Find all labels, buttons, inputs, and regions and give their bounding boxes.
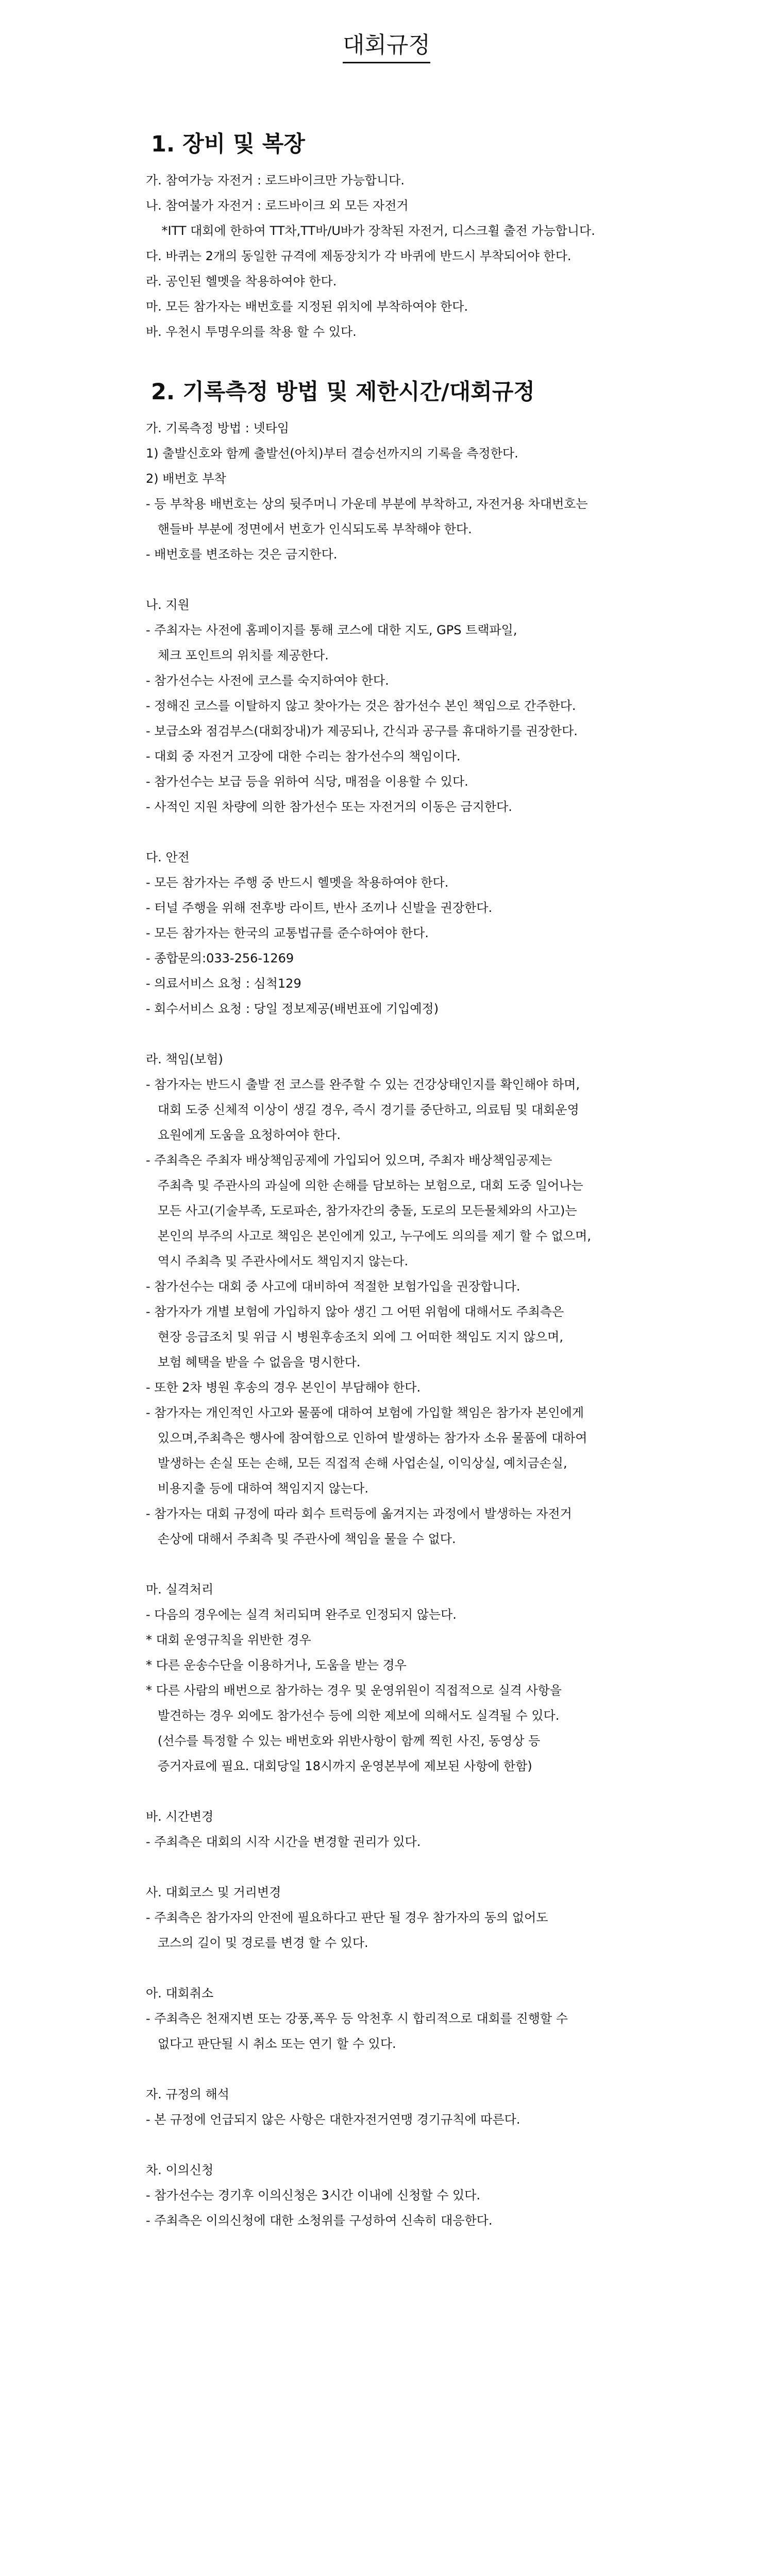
rule-line: - 모든 참가자는 한국의 교통법규를 준수하여야 한다.	[146, 926, 429, 940]
rule-line: 현장 응급조치 및 위급 시 병원후송조치 외에 그 어떠한 책임도 지지 않으며,	[146, 1330, 563, 1344]
rule-line: * 다른 사람의 배번으로 참가하는 경우 및 운영위원이 직접적으로 실격 사항을	[146, 1683, 562, 1698]
rule-line: - 다음의 경우에는 실격 처리되며 완주로 인정되지 않는다.	[146, 1607, 457, 1622]
rule-line: 다. 안전	[146, 850, 190, 865]
rule-line: 아. 대회취소	[146, 1986, 214, 2001]
rule-line: 역시 주최측 및 주관사에서도 책임지지 않는다.	[146, 1254, 409, 1268]
rule-line: * 다른 운송수단을 이용하거나, 도움을 받는 경우	[146, 1658, 407, 1672]
rule-line: 사. 대회코스 및 거리변경	[146, 1885, 281, 1900]
rule-line: 비용지출 등에 대하여 책임지지 않는다.	[146, 1481, 368, 1496]
rule-line: - 보급소와 점검부스(대회장내)가 제공되나, 간식과 공구를 휴대하기를 권장한다.	[146, 724, 578, 738]
rule-line: - 종합문의:033-256-1269	[146, 951, 294, 965]
rule-line: 체크 포인트의 위치를 제공한다.	[146, 648, 329, 663]
rule-line: (선수를 특정할 수 있는 배번호와 위반사항이 함께 찍힌 사진, 동영상 등	[146, 1734, 541, 1748]
section-title: 2. 기록측정 방법 및 제한시간/대회규정	[151, 379, 535, 405]
rule-line: - 회수서비스 요청 : 당일 정보제공(배번표에 기입예정)	[146, 1002, 439, 1016]
rule-line: - 주최측은 주최자 배상책임공제에 가입되어 있으며, 주최자 배상책임공제는	[146, 1153, 552, 1167]
rule-line: - 등 부착용 배번호는 상의 뒷주머니 가운데 부분에 부착하고, 자전거용 차대번호는	[146, 497, 588, 511]
rule-line: - 사적인 지원 차량에 의한 참가선수 또는 자전거의 이동은 금지한다.	[146, 800, 512, 814]
rule-line: 라. 책임(보험)	[146, 1052, 223, 1066]
rule-line: 바. 시간변경	[146, 1809, 214, 1824]
spacer	[146, 1552, 764, 1577]
rules-content	[146, 129, 764, 2233]
rule-line: *ITT 대회에 한하여 TT차,TT바/U바가 장착된 자전거, 디스크휠 출전 가능합니다.	[146, 224, 595, 238]
rule-line: - 참가선수는 경기후 이의신청은 3시간 이내에 신청할 수 있다.	[146, 2188, 481, 2202]
rule-line: 1) 출발신호와 함께 출발선(아치)부터 결승선까지의 기록을 측정한다.	[146, 446, 518, 461]
rule-line: 코스의 길이 및 경로를 변경 할 수 있다.	[146, 1936, 368, 1950]
spacer	[146, 1956, 764, 1981]
rule-line: - 참가선수는 대회 중 사고에 대비하여 적절한 보험가입을 권장합니다.	[146, 1279, 520, 1294]
rule-line: - 모든 참가자는 주행 중 반드시 헬멧을 착용하여야 한다.	[146, 875, 449, 890]
spacer	[146, 1779, 764, 1804]
rules-section	[146, 129, 764, 345]
page-title	[0, 31, 773, 63]
rule-line: 가. 참여가능 자전거 : 로드바이크만 가능합니다.	[146, 173, 405, 188]
rule-line: 차. 이의신청	[146, 2163, 214, 2177]
rule-line: 본인의 부주의 사고로 책임은 본인에게 있고, 누구에도 의의를 제기 할 수 없으며,	[146, 1229, 591, 1243]
rule-line: - 참가선수는 사전에 코스를 숙지하여야 한다.	[146, 673, 389, 688]
rule-line: - 주최자는 사전에 홈페이지를 통해 코스에 대한 지도, GPS 트랙파일,	[146, 623, 517, 637]
rule-line: - 주최측은 이의신청에 대한 소청위를 구성하여 신속히 대응한다.	[146, 2213, 493, 2228]
rule-line: 보험 혜택을 받을 수 없음을 명시한다.	[146, 1355, 361, 1369]
rule-line: 가. 기록측정 방법 : 넷타임	[146, 421, 290, 435]
rule-line: - 정해진 코스를 이탈하지 않고 찾아가는 것은 참가선수 본인 책임으로 간주한다.	[146, 699, 576, 713]
rule-line: 나. 참여불가 자전거 : 로드바이크 외 모든 자전거	[146, 198, 409, 213]
section-title: 1. 장비 및 복장	[151, 131, 305, 157]
rule-line: - 의료서비스 요청 : 심척129	[146, 976, 301, 991]
rule-line: 2) 배번호 부착	[146, 471, 226, 486]
spacer	[146, 1855, 764, 1880]
rule-line: - 배번호를 변조하는 것은 금지한다.	[146, 547, 338, 562]
spacer	[146, 1022, 764, 1047]
rule-line: 마. 실격처리	[146, 1582, 214, 1597]
rule-line: 핸들바 부분에 정면에서 번호가 인식되도록 부착해야 한다.	[146, 522, 472, 536]
rule-line: 나. 지원	[146, 598, 190, 612]
rule-line: - 대회 중 자전거 고장에 대한 수리는 참가선수의 책임이다.	[146, 749, 461, 764]
rule-line: 없다고 판단될 시 취소 또는 연기 할 수 있다.	[146, 2037, 396, 2051]
rule-line: - 참가자는 반드시 출발 전 코스를 완주할 수 있는 건강상태인지를 확인해야 하며,	[146, 1077, 580, 1092]
rule-line: - 참가자는 대회 규정에 따라 회수 트럭등에 옮겨지는 과정에서 발생하는 자전거	[146, 1506, 572, 1521]
rule-line: 바. 우천시 투명우의를 착용 할 수 있다.	[146, 325, 357, 339]
rule-line: 주최측 및 주관사의 과실에 의한 손해를 담보하는 보험으로, 대회 도중 일어나는	[146, 1178, 583, 1193]
rule-line: 마. 모든 참가자는 배번호를 지정된 위치에 부착하여야 한다.	[146, 299, 468, 314]
rule-line: - 또한 2차 병원 후송의 경우 본인이 부담해야 한다.	[146, 1380, 421, 1395]
page-title-text: 대회규정	[343, 31, 430, 63]
rule-line: - 참가자가 개별 보험에 가입하지 않아 생긴 그 어떤 위험에 대해서도 주최측은	[146, 1304, 564, 1319]
rule-line: - 주최측은 대회의 시작 시간을 변경할 권리가 있다.	[146, 1835, 421, 1849]
rule-line: - 주최측은 참가자의 안전에 필요하다고 판단 될 경우 참가자의 동의 없어도	[146, 1910, 548, 1925]
rule-line: 손상에 대해서 주최측 및 주관사에 책임을 물을 수 없다.	[146, 1532, 456, 1546]
rule-line: - 주최측은 천재지변 또는 강풍,폭우 등 악천후 시 합리적으로 대회를 진행할 수	[146, 2011, 568, 2026]
rule-line: 발견하는 경우 외에도 참가선수 등에 의한 제보에 의해서도 실격될 수 있다.	[146, 1708, 560, 1723]
rule-line: 있으며,주최측은 행사에 참여함으로 인하여 발생하는 참가자 소유 물품에 대하여	[146, 1431, 587, 1445]
spacer	[146, 820, 764, 845]
rule-line: - 본 규정에 언급되지 않은 사항은 대한자전거연맹 경기규칙에 따른다.	[146, 2112, 520, 2127]
rule-line: 대회 도중 신체적 이상이 생길 경우, 즉시 경기를 중단하고, 의료팀 및 대회운영	[146, 1103, 579, 1117]
rule-line: 다. 바퀴는 2개의 동일한 규격에 제동장치가 각 바퀴에 반드시 부착되어야 한다.	[146, 249, 572, 263]
rule-line: 자. 규정의 해석	[146, 2087, 229, 2102]
spacer	[146, 2057, 764, 2082]
rule-line: - 참가자는 개인적인 사고와 물품에 대하여 보험에 가입할 책임은 참가자 본인에게	[146, 1405, 584, 1420]
rule-line: 요원에게 도움을 요청하여야 한다.	[146, 1128, 341, 1142]
rules-section	[146, 377, 764, 2233]
rule-line: * 대회 운영규칙을 위반한 경우	[146, 1633, 311, 1647]
rule-line: - 참가선수는 보급 등을 위하여 식당, 매점을 이용할 수 있다.	[146, 774, 468, 789]
rule-line: 발생하는 손실 또는 손해, 모든 직접적 손해 사업손실, 이익상실, 예치금손실,	[146, 1456, 567, 1470]
rule-line: 증거자료에 필요. 대회당일 18시까지 운영본부에 제보된 사항에 한함)	[146, 1759, 532, 1773]
rule-line: - 터널 주행을 위해 전후방 라이트, 반사 조끼나 신발을 권장한다.	[146, 901, 493, 915]
rule-line: 모든 사고(기술부족, 도로파손, 참가자간의 충돌, 도로의 모든물체와의 사고)는	[146, 1204, 577, 1218]
rule-line: 라. 공인된 헬멧을 착용하여야 한다.	[146, 274, 337, 289]
spacer	[146, 567, 764, 592]
spacer	[146, 2132, 764, 2158]
